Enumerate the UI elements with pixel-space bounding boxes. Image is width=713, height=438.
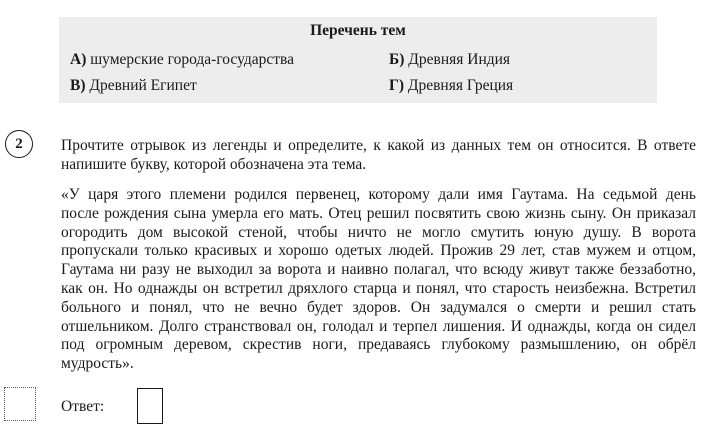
legend-line: огородить дом высокой стеной, чтобы ничто не могло смутить юную душу. В ворота (61, 223, 696, 241)
answer-label: Ответ: (61, 398, 105, 415)
legend-line: как он. Но однажды он встретил дряхлого старца и понял, что старость неизбежна. Встретил (61, 279, 696, 297)
legend-line: больного и понял, что не вечно будет здоров. Он задумался о смерти и решил стать (61, 298, 696, 316)
legend-line: под огромным деревом, скрестив ноги, предаваясь глубокому размышлению, он обрёл (61, 336, 696, 354)
topic-text: шумерские города-государства (90, 51, 295, 68)
instruction-line: напишите букву, которой обозначена эта тема. (61, 155, 367, 173)
legend-line: пропускали только красивых и хорошо одетых людей. Прожив 29 лет, став мужем и отцом, (61, 242, 696, 260)
topics-list (59, 17, 657, 103)
topic-v (70, 77, 197, 95)
topic-letter: А) (70, 51, 87, 68)
legend-line: мудрость». (61, 355, 134, 373)
legend-line: отшельником. Долго странствовал он, голодал и терпел лишения. И однажды, когда он сидел (61, 317, 696, 335)
topic-b (389, 51, 510, 69)
legend-line: Гаутама ни разу не выходил за ворота и наивно полагал, что всюду живут также беззаботно, (61, 261, 696, 279)
legend-excerpt (61, 186, 696, 374)
topic-g (389, 77, 513, 95)
topics-title: Перечень тем (310, 22, 406, 39)
score-box (4, 387, 36, 421)
topic-text: Древняя Индия (408, 51, 511, 68)
answer-input-box[interactable] (137, 388, 163, 424)
task-number-badge: 2 (5, 130, 33, 158)
legend-line: «У царя этого племени родился первенец, которому дали имя Гаутама. На седьмой день (61, 186, 696, 203)
topic-text: Древняя Греция (407, 77, 514, 94)
legend-line: после рождения сына умерла его мать. Отец решил посвятить свою жизнь сыну. Он приказал (61, 204, 696, 222)
instruction-line: Прочтите отрывок из легенды и определите, к какой из данных тем он относится. В ответе (61, 137, 696, 154)
topic-letter: Б) (389, 51, 405, 68)
topic-letter: В) (70, 77, 86, 94)
topic-text: Древний Египет (89, 77, 197, 94)
task-instruction (61, 137, 696, 175)
topic-a (70, 51, 294, 69)
topic-letter: Г) (389, 77, 405, 94)
